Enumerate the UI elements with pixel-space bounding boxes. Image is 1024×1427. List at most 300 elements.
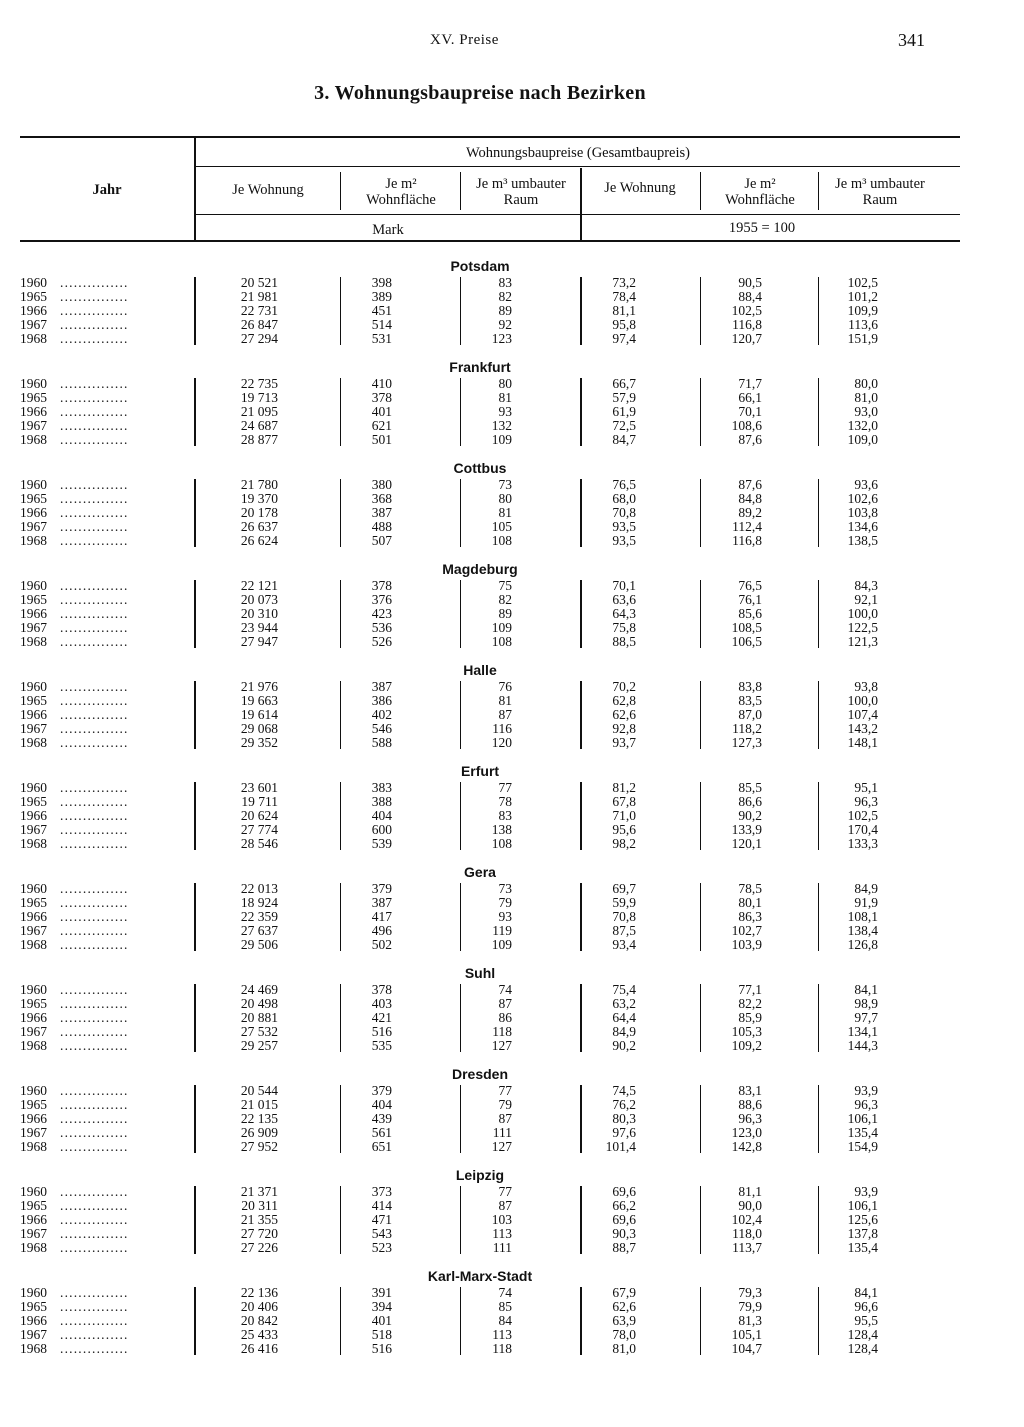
column-rule <box>194 378 196 446</box>
leader-dots: ............... <box>60 620 129 635</box>
value-cell-col1: 20 406 <box>240 1299 278 1314</box>
column-rule <box>460 479 461 547</box>
value-cell-col4: 62,6 <box>612 707 636 722</box>
year-cell: 1966 <box>20 909 47 924</box>
value-cell-col3: 118 <box>492 1024 512 1039</box>
header-divider-5 <box>818 172 819 210</box>
year-cell: 1965 <box>20 592 47 607</box>
value-cell-col5: 80,1 <box>738 895 762 910</box>
value-cell-col4: 64,4 <box>612 1010 636 1025</box>
leader-dots: ............... <box>60 1285 129 1300</box>
year-cell: 1968 <box>20 432 47 447</box>
value-cell-col4: 80,3 <box>612 1111 636 1126</box>
column-rule <box>340 984 341 1052</box>
value-cell-col2: 404 <box>371 808 392 823</box>
value-cell-col2: 600 <box>371 822 392 837</box>
value-cell-col2: 403 <box>371 996 392 1011</box>
leader-dots: ............... <box>60 491 129 506</box>
value-cell-col2: 398 <box>371 275 392 290</box>
value-cell-col5: 118,0 <box>732 1226 762 1241</box>
value-cell-col1: 20 544 <box>240 1083 278 1098</box>
column-rule <box>580 782 582 850</box>
column-rule <box>700 984 701 1052</box>
year-cell: 1967 <box>20 317 47 332</box>
value-cell-col5: 142,8 <box>731 1139 762 1154</box>
leader-dots: ............... <box>60 331 129 346</box>
bezirk-heading: Halle <box>463 662 497 678</box>
value-cell-col4: 93,5 <box>612 533 636 548</box>
value-cell-col3: 123 <box>491 331 512 346</box>
value-cell-col4: 88,7 <box>612 1240 636 1255</box>
value-cell-col6: 102,6 <box>847 491 878 506</box>
value-cell-col4: 70,8 <box>612 909 636 924</box>
bezirk-heading: Karl-Marx-Stadt <box>427 1268 533 1284</box>
value-cell-col6: 97,7 <box>854 1010 878 1025</box>
leader-dots: ............... <box>60 1111 129 1126</box>
value-cell-col5: 120,7 <box>731 331 762 346</box>
value-cell-col5: 96,3 <box>738 1111 762 1126</box>
value-cell-col5: 83,8 <box>738 679 762 694</box>
value-cell-col4: 93,5 <box>612 519 636 534</box>
column-rule <box>340 277 341 345</box>
value-cell-col3: 86 <box>498 1010 512 1025</box>
column-rule <box>460 277 461 345</box>
year-cell: 1965 <box>20 794 47 809</box>
value-cell-col6: 95,5 <box>854 1313 878 1328</box>
value-cell-col1: 27 774 <box>240 822 278 837</box>
value-cell-col1: 20 073 <box>240 592 278 607</box>
year-cell: 1966 <box>20 1212 47 1227</box>
year-cell: 1960 <box>20 982 47 997</box>
value-cell-col3: 113 <box>492 1327 512 1342</box>
year-cell: 1968 <box>20 1240 47 1255</box>
column-rule <box>818 378 819 446</box>
leader-dots: ............... <box>60 1212 129 1227</box>
year-cell: 1960 <box>20 1184 47 1199</box>
column-rule <box>818 277 819 345</box>
value-cell-col1: 29 257 <box>240 1038 278 1053</box>
column-rule <box>460 1186 461 1254</box>
value-cell-col1: 22 013 <box>240 881 278 896</box>
value-cell-col2: 588 <box>371 735 392 750</box>
value-cell-col3: 84 <box>498 1313 512 1328</box>
value-cell-col3: 87 <box>498 707 512 722</box>
leader-dots: ............... <box>60 707 129 722</box>
value-cell-col3: 81 <box>498 505 512 520</box>
value-cell-col6: 121,3 <box>847 634 878 649</box>
value-cell-col4: 88,5 <box>612 634 636 649</box>
value-cell-col1: 27 294 <box>240 331 278 346</box>
value-cell-col4: 69,6 <box>612 1212 636 1227</box>
value-cell-col3: 74 <box>498 1285 512 1300</box>
leader-dots: ............... <box>60 721 129 736</box>
value-cell-col4: 75,4 <box>612 982 636 997</box>
value-cell-col5: 112,4 <box>732 519 762 534</box>
bezirk-heading: Gera <box>464 864 496 880</box>
value-cell-col6: 107,4 <box>847 707 878 722</box>
value-cell-col1: 19 663 <box>240 693 278 708</box>
value-cell-col6: 93,9 <box>854 1083 878 1098</box>
value-cell-col6: 98,9 <box>854 996 878 1011</box>
year-cell: 1965 <box>20 895 47 910</box>
year-cell: 1965 <box>20 1198 47 1213</box>
column-rule <box>460 984 461 1052</box>
value-cell-col2: 394 <box>371 1299 392 1314</box>
leader-dots: ............... <box>60 679 129 694</box>
value-cell-col2: 387 <box>371 505 392 520</box>
value-cell-col5: 79,3 <box>738 1285 762 1300</box>
value-cell-col2: 516 <box>371 1341 392 1356</box>
value-cell-col1: 22 121 <box>240 578 278 593</box>
leader-dots: ............... <box>60 519 129 534</box>
value-cell-col2: 501 <box>371 432 392 447</box>
leader-dots: ............... <box>60 376 129 391</box>
value-cell-col3: 80 <box>498 491 512 506</box>
value-cell-col5: 105,3 <box>731 1024 762 1039</box>
year-cell: 1968 <box>20 1341 47 1356</box>
value-cell-col2: 496 <box>371 923 392 938</box>
value-cell-col5: 87,0 <box>738 707 762 722</box>
value-cell-col6: 103,8 <box>847 505 878 520</box>
column-rule <box>700 1085 701 1153</box>
value-cell-col6: 108,1 <box>847 909 878 924</box>
value-cell-col1: 22 359 <box>240 909 278 924</box>
value-cell-col3: 78 <box>498 794 512 809</box>
value-cell-col2: 421 <box>371 1010 392 1025</box>
value-cell-col5: 89,2 <box>738 505 762 520</box>
value-cell-col4: 59,9 <box>612 895 636 910</box>
value-cell-col1: 27 532 <box>240 1024 278 1039</box>
value-cell-col2: 543 <box>371 1226 392 1241</box>
value-cell-col6: 84,1 <box>854 982 878 997</box>
header-rule <box>196 214 960 215</box>
value-cell-col2: 378 <box>371 578 392 593</box>
value-cell-col6: 96,6 <box>854 1299 878 1314</box>
value-cell-col3: 79 <box>498 895 512 910</box>
value-cell-col6: 151,9 <box>847 331 878 346</box>
value-cell-col6: 134,1 <box>847 1024 878 1039</box>
value-cell-col6: 93,9 <box>854 1184 878 1199</box>
value-cell-col2: 410 <box>371 376 392 391</box>
year-cell: 1967 <box>20 721 47 736</box>
column-rule <box>818 984 819 1052</box>
value-cell-col4: 72,5 <box>612 418 636 433</box>
leader-dots: ............... <box>60 390 129 405</box>
value-cell-col1: 22 136 <box>240 1285 278 1300</box>
value-cell-col4: 66,7 <box>612 376 636 391</box>
bezirk-heading: Potsdam <box>450 258 510 274</box>
year-cell: 1967 <box>20 1327 47 1342</box>
value-cell-col3: 89 <box>498 303 512 318</box>
value-cell-col2: 391 <box>371 1285 392 1300</box>
value-cell-col3: 108 <box>491 836 512 851</box>
column-rule <box>700 580 701 648</box>
value-cell-col6: 96,3 <box>854 1097 878 1112</box>
value-cell-col4: 84,9 <box>612 1024 636 1039</box>
value-cell-col4: 63,9 <box>612 1313 636 1328</box>
value-cell-col5: 85,9 <box>738 1010 762 1025</box>
value-cell-col4: 61,9 <box>612 404 636 419</box>
value-cell-col1: 25 433 <box>240 1327 278 1342</box>
value-cell-col2: 518 <box>371 1327 392 1342</box>
value-cell-col3: 103 <box>491 1212 512 1227</box>
column-rule <box>460 378 461 446</box>
value-cell-col4: 84,7 <box>612 432 636 447</box>
unit-rule <box>20 240 960 242</box>
value-cell-col6: 81,0 <box>854 390 878 405</box>
leader-dots: ............... <box>60 634 129 649</box>
value-cell-col2: 536 <box>371 620 392 635</box>
unit-mark: Mark <box>372 222 404 238</box>
value-cell-col5: 83,5 <box>738 693 762 708</box>
column-rule <box>818 1287 819 1355</box>
year-cell: 1966 <box>20 1010 47 1025</box>
value-cell-col4: 101,4 <box>605 1139 636 1154</box>
group-header: Wohnungsbaupreise (Gesamtbaupreis) <box>466 145 690 161</box>
column-rule <box>340 681 341 749</box>
year-cell: 1968 <box>20 1038 47 1053</box>
value-cell-col2: 389 <box>371 289 392 304</box>
column-rule <box>700 1186 701 1254</box>
value-cell-col5: 66,1 <box>738 390 762 405</box>
header-divider-4 <box>700 172 701 210</box>
column-rule <box>580 1287 582 1355</box>
value-cell-col6: 125,6 <box>847 1212 878 1227</box>
leader-dots: ............... <box>60 1341 129 1356</box>
leader-dots: ............... <box>60 418 129 433</box>
value-cell-col1: 20 842 <box>240 1313 278 1328</box>
value-cell-col1: 26 847 <box>240 317 278 332</box>
header-divider-2 <box>460 172 461 210</box>
value-cell-col2: 417 <box>371 909 392 924</box>
value-cell-col2: 378 <box>371 390 392 405</box>
year-cell: 1967 <box>20 1125 47 1140</box>
value-cell-col3: 81 <box>498 390 512 405</box>
value-cell-col4: 63,2 <box>612 996 636 1011</box>
value-cell-col4: 95,8 <box>612 317 636 332</box>
year-cell: 1960 <box>20 1285 47 1300</box>
column-rule <box>580 883 582 951</box>
page-number: 341 <box>898 30 925 50</box>
year-cell: 1960 <box>20 679 47 694</box>
value-cell-col6: 100,0 <box>847 693 878 708</box>
value-cell-col6: 92,1 <box>854 592 878 607</box>
bezirk-heading: Leipzig <box>455 1167 505 1183</box>
leader-dots: ............... <box>60 505 129 520</box>
value-cell-col2: 531 <box>371 331 392 346</box>
column-rule <box>818 883 819 951</box>
value-cell-col6: 113,6 <box>848 317 878 332</box>
value-cell-col3: 73 <box>498 881 512 896</box>
value-cell-col2: 516 <box>371 1024 392 1039</box>
year-cell: 1967 <box>20 418 47 433</box>
leader-dots: ............... <box>60 275 129 290</box>
value-cell-col3: 120 <box>491 735 512 750</box>
value-cell-col2: 488 <box>371 519 392 534</box>
value-cell-col6: 109,0 <box>847 432 878 447</box>
year-cell: 1965 <box>20 289 47 304</box>
value-cell-col6: 100,0 <box>847 606 878 621</box>
value-cell-col4: 92,8 <box>612 721 636 736</box>
value-cell-col5: 83,1 <box>738 1083 762 1098</box>
year-cell: 1968 <box>20 331 47 346</box>
value-cell-col2: 621 <box>371 418 392 433</box>
value-cell-col3: 85 <box>498 1299 512 1314</box>
year-cell: 1967 <box>20 923 47 938</box>
year-cell: 1965 <box>20 390 47 405</box>
column-rule <box>818 681 819 749</box>
col-header-1: Je Wohnung <box>232 182 304 198</box>
value-cell-col5: 85,5 <box>738 780 762 795</box>
value-cell-col1: 27 720 <box>240 1226 278 1241</box>
leader-dots: ............... <box>60 836 129 851</box>
column-rule <box>194 277 196 345</box>
column-rule <box>818 479 819 547</box>
column-rule <box>700 681 701 749</box>
year-cell: 1960 <box>20 376 47 391</box>
column-rule <box>580 681 582 749</box>
value-cell-col3: 116 <box>492 721 512 736</box>
value-cell-col2: 378 <box>371 982 392 997</box>
value-cell-col6: 134,6 <box>847 519 878 534</box>
table-title: 3. Wohnungsbaupreise nach Bezirken <box>314 82 646 104</box>
value-cell-col6: 137,8 <box>847 1226 878 1241</box>
value-cell-col3: 138 <box>491 822 512 837</box>
value-cell-col6: 93,8 <box>854 679 878 694</box>
value-cell-col4: 78,4 <box>612 289 636 304</box>
value-cell-col4: 93,7 <box>612 735 636 750</box>
value-cell-col2: 379 <box>371 881 392 896</box>
column-rule <box>580 479 582 547</box>
bezirk-heading: Cottbus <box>453 460 507 476</box>
column-rule <box>700 277 701 345</box>
value-cell-col3: 80 <box>498 376 512 391</box>
value-cell-col3: 74 <box>498 982 512 997</box>
value-cell-col6: 95,1 <box>854 780 878 795</box>
value-cell-col2: 387 <box>371 895 392 910</box>
value-cell-col5: 116,8 <box>732 317 762 332</box>
column-rule <box>460 580 461 648</box>
value-cell-col4: 70,1 <box>612 578 636 593</box>
value-cell-col4: 98,2 <box>612 836 636 851</box>
column-rule <box>340 1287 341 1355</box>
value-cell-col1: 20 498 <box>240 996 278 1011</box>
value-cell-col1: 23 944 <box>240 620 278 635</box>
value-cell-col2: 368 <box>371 491 392 506</box>
column-rule <box>580 580 582 648</box>
value-cell-col5: 84,8 <box>738 491 762 506</box>
value-cell-col4: 67,9 <box>612 1285 636 1300</box>
value-cell-col3: 76 <box>498 679 512 694</box>
value-cell-col1: 21 780 <box>240 477 278 492</box>
year-cell: 1966 <box>20 1313 47 1328</box>
leader-dots: ............... <box>60 1313 129 1328</box>
value-cell-col5: 81,3 <box>738 1313 762 1328</box>
value-cell-col1: 27 226 <box>240 1240 278 1255</box>
value-cell-col4: 90,3 <box>612 1226 636 1241</box>
leader-dots: ............... <box>60 1097 129 1112</box>
value-cell-col3: 79 <box>498 1097 512 1112</box>
value-cell-col6: 91,9 <box>854 895 878 910</box>
leader-dots: ............... <box>60 1299 129 1314</box>
value-cell-col1: 22 731 <box>240 303 278 318</box>
column-rule <box>818 580 819 648</box>
value-cell-col3: 77 <box>498 1083 512 1098</box>
value-cell-col1: 22 735 <box>240 376 278 391</box>
value-cell-col3: 83 <box>498 275 512 290</box>
year-cell: 1967 <box>20 1226 47 1241</box>
value-cell-col6: 138,4 <box>847 923 878 938</box>
year-cell: 1966 <box>20 505 47 520</box>
value-cell-col3: 77 <box>498 780 512 795</box>
year-cell: 1968 <box>20 634 47 649</box>
value-cell-col6: 84,9 <box>854 881 878 896</box>
value-cell-col4: 69,7 <box>612 881 636 896</box>
bezirk-heading: Erfurt <box>460 763 500 779</box>
value-cell-col2: 561 <box>371 1125 392 1140</box>
column-rule <box>460 782 461 850</box>
value-cell-col3: 81 <box>498 693 512 708</box>
value-cell-col4: 81,1 <box>612 303 636 318</box>
leader-dots: ............... <box>60 808 129 823</box>
value-cell-col5: 88,6 <box>738 1097 762 1112</box>
value-cell-col3: 111 <box>492 1125 512 1140</box>
value-cell-col6: 154,9 <box>847 1139 878 1154</box>
column-rule <box>194 883 196 951</box>
value-cell-col3: 87 <box>498 1111 512 1126</box>
value-cell-col5: 85,6 <box>738 606 762 621</box>
value-cell-col4: 81,2 <box>612 780 636 795</box>
value-cell-col5: 133,9 <box>731 822 762 837</box>
value-cell-col1: 26 909 <box>240 1125 278 1140</box>
value-cell-col5: 82,2 <box>738 996 762 1011</box>
column-rule <box>340 782 341 850</box>
year-cell: 1960 <box>20 275 47 290</box>
bezirk-heading: Suhl <box>464 965 496 981</box>
value-cell-col6: 106,1 <box>847 1111 878 1126</box>
value-cell-col4: 76,5 <box>612 477 636 492</box>
value-cell-col2: 386 <box>371 693 392 708</box>
column-rule <box>700 378 701 446</box>
value-cell-col5: 70,1 <box>738 404 762 419</box>
value-cell-col5: 71,7 <box>738 376 762 391</box>
value-cell-col4: 76,2 <box>612 1097 636 1112</box>
value-cell-col3: 93 <box>498 404 512 419</box>
year-cell: 1966 <box>20 1111 47 1126</box>
leader-dots: ............... <box>60 982 129 997</box>
value-cell-col2: 451 <box>371 303 392 318</box>
value-cell-col5: 103,9 <box>731 937 762 952</box>
value-cell-col6: 128,4 <box>847 1327 878 1342</box>
value-cell-col1: 29 068 <box>240 721 278 736</box>
column-rule <box>700 782 701 850</box>
column-rule <box>460 1085 461 1153</box>
year-cell: 1968 <box>20 1139 47 1154</box>
value-cell-col3: 108 <box>491 533 512 548</box>
year-cell: 1966 <box>20 707 47 722</box>
value-cell-col1: 19 614 <box>240 707 278 722</box>
leader-dots: ............... <box>60 1038 129 1053</box>
value-cell-col1: 23 601 <box>240 780 278 795</box>
leader-dots: ............... <box>60 289 129 304</box>
value-cell-col2: 388 <box>371 794 392 809</box>
leader-dots: ............... <box>60 303 129 318</box>
year-cell: 1960 <box>20 477 47 492</box>
value-cell-col5: 77,1 <box>738 982 762 997</box>
value-cell-col2: 373 <box>371 1184 392 1199</box>
value-cell-col5: 76,1 <box>738 592 762 607</box>
value-cell-col4: 75,8 <box>612 620 636 635</box>
